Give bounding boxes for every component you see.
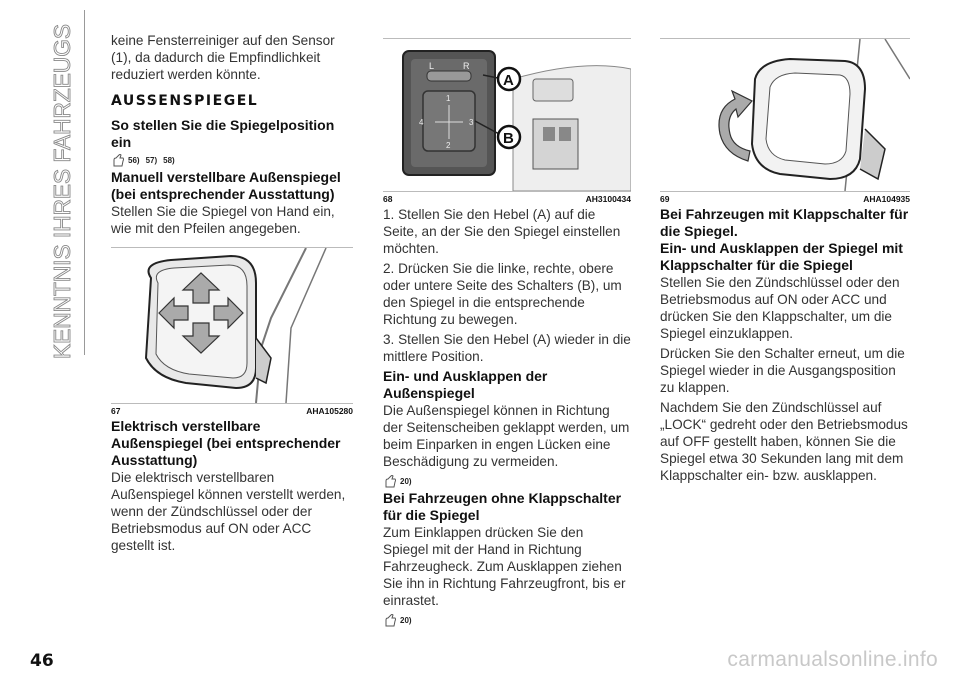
manual-mirror-illustration [111,248,353,403]
step-2: 2. Drücken Sie die linke, rechte, obere oder untere Seite des Schalters (B), um den Spiegel in die entsprechende Richtung zu bewegen. [383,261,622,327]
warning-hand-icon [383,613,397,627]
figure-code: AH3100434 [585,194,631,204]
warning-ref: 20) [400,476,412,486]
warning-references [111,152,353,168]
label-r: R [463,61,470,71]
column-3 [660,38,910,487]
with-switch-paragraph-1: Stellen Sie den Zündschlüssel oder den Betriebsmodus auf ON oder ACC und drücken Sie den Klappschalter, um die Spiegel einzuklappen. [660,275,900,341]
callout-a: A [503,72,514,89]
side-divider [84,10,85,355]
figure-number: 68 [383,194,393,204]
figure-number: 67 [111,406,121,416]
heading-manual-mirrors: Manuell verstellbare Außenspiegel (bei entsprechender Ausstattung) [111,169,341,202]
warning-ref: 56) [128,155,140,165]
heading-mirror-position: So stellen Sie die Spiegelposition ein [111,117,335,150]
intro-paragraph: keine Fensterreiniger auf den Sensor (1), da dadurch die Empfindlichkeit reduziert werden könnte. [111,33,335,82]
electric-paragraph: Die elektrisch verstellbaren Außenspiegel können verstellt werden, wenn der Zündschlüssel oder der Betriebsmodus auf ON oder ACC gestellt ist. [111,470,346,553]
fold-arrow-icon [719,91,752,161]
figure-67-caption [111,406,353,416]
label-1: 1 [446,94,451,103]
step-1: 1. Stellen Sie den Hebel (A) auf die Seite, an der Sie den Spiegel einstellen möchten. [383,207,621,256]
side-chapter-title-text: KENNTNIS IHRES FAHRZEUGS [49,19,75,359]
folding-mirror-illustration [660,39,910,191]
heading-without-switch: Bei Fahrzeugen ohne Klappschalter für die Spiegel [383,490,622,523]
label-3: 3 [469,118,474,127]
warning-reference [383,612,631,628]
warning-ref: 58) [163,155,175,165]
warning-hand-icon [111,153,125,167]
figure-code: AHA105280 [306,406,353,416]
section-heading: AUSSENSPIEGEL [111,93,259,109]
figure-67 [111,247,353,404]
manual-paragraph: Stellen Sie die Spiegel von Hand ein, wie mit den Pfeilen angegeben. [111,204,335,236]
heading-with-switch-fold: Ein- und Ausklappen der Spiegel mit Klappschalter für die Spiegel [660,240,903,273]
figure-number: 69 [660,194,670,204]
warning-ref: 57) [145,155,158,165]
fold-paragraph: Die Außenspiegel können in Richtung der Seitenscheiben geklappt werden, um beim Einparken in engen Lücken eine Beschädigung zu vermeiden. [383,403,630,469]
column-2 [383,38,631,629]
label-2: 2 [446,141,451,150]
page-number: 46 [30,651,54,671]
callout-b: B [503,130,514,147]
heading-electric-mirrors: Elektrisch verstellbare Außenspiegel (bei entsprechender Ausstattung) [111,418,341,468]
with-switch-paragraph-3: Nachdem Sie den Zündschlüssel auf „LOCK“ gedreht oder den Betriebsmodus auf OFF gestellt haben, können Sie die Spiegel etwa 30 Sekunden lang mit dem Klappschalter ein- bzw. ausklappen. [660,400,908,483]
step-3: 3. Stellen Sie den Hebel (A) wieder in die mittlere Position. [383,332,631,364]
column-1 [111,32,353,557]
figure-68 [383,38,631,192]
label-4: 4 [419,118,424,127]
warning-hand-icon [383,474,397,488]
with-switch-paragraph-2: Drücken Sie den Schalter erneut, um die Spiegel wieder in die Ausgangsposition zu klappen. [660,346,905,395]
figure-68-caption [383,194,631,204]
figure-69-caption [660,194,910,204]
warning-ref: 20) [400,615,412,625]
mirror-switch-illustration [383,39,631,191]
heading-with-switch: Bei Fahrzeugen mit Klappschalter für die Spiegel. [660,206,909,239]
figure-69 [660,38,910,192]
label-l: L [429,61,435,71]
figure-code: AHA104935 [863,194,910,204]
side-chapter-title [38,14,78,364]
without-switch-paragraph: Zum Einklappen drücken Sie den Spiegel mit der Hand in Richtung Fahrzeugheck. Zum Ausklappen ziehen Sie ihn in Richtung Fahrzeugfront, bis er einrastet. [383,525,626,608]
heading-fold-mirrors: Ein- und Ausklappen der Außenspiegel [383,368,548,401]
warning-reference [383,473,631,489]
watermark: carmanualsonline.info [727,648,938,671]
